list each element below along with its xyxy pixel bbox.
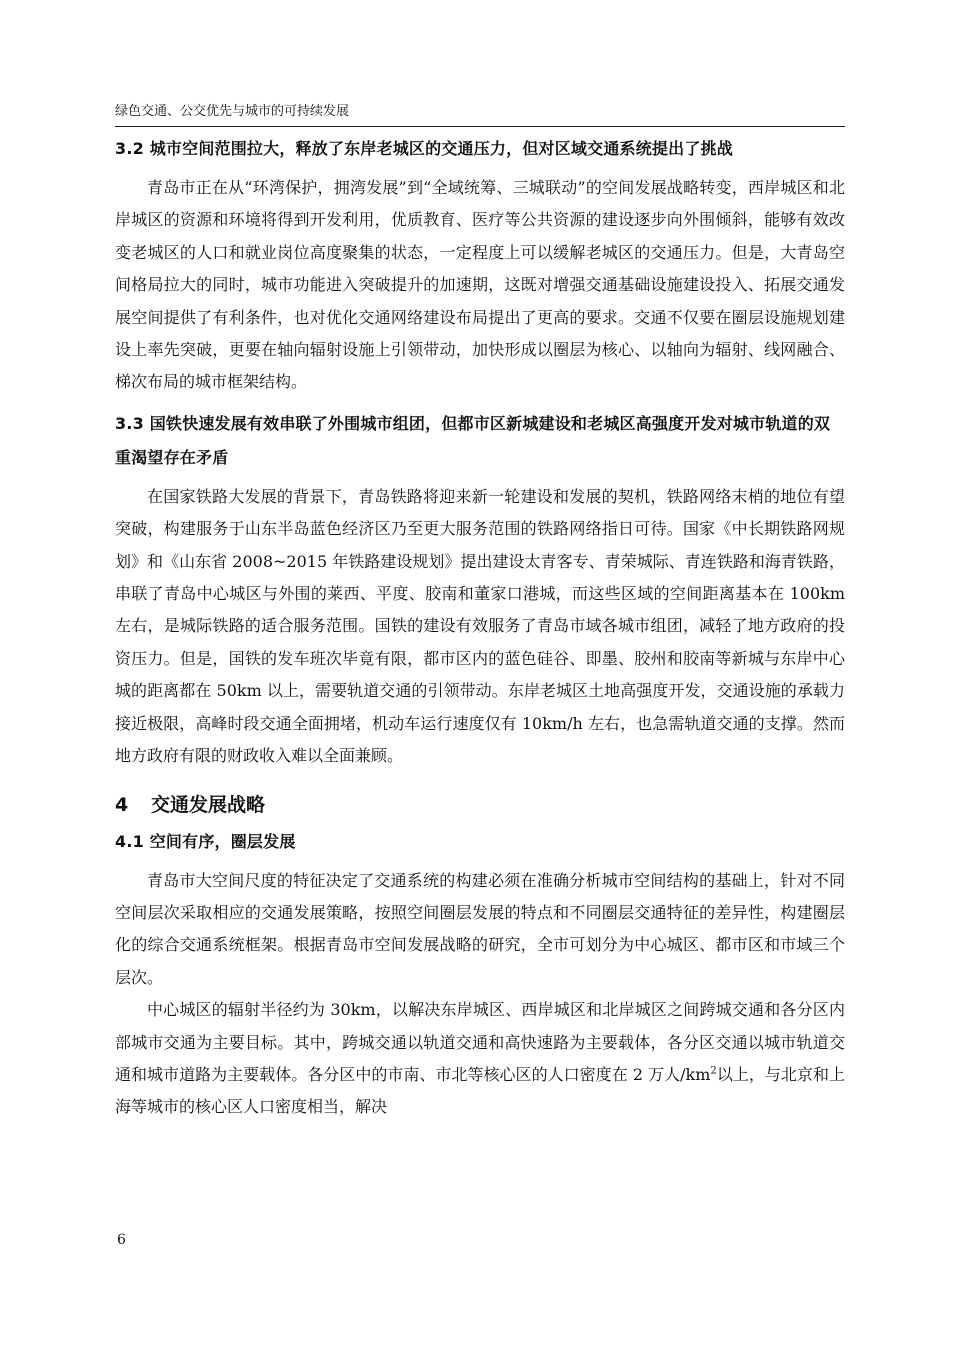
section-3-2-heading: 3.2 城市空间范围拉大，释放了东岸老城区的交通压力，但对区域交通系统提出了挑战 — [115, 139, 733, 158]
running-header: 绿色交通、公交优先与城市的可持续发展 — [115, 104, 350, 119]
paragraph-2-text-continued: 以上，与北京和上海等城市的核心区人口密度相当，解决 — [115, 1064, 845, 1117]
paragraph-2-text: 中心城区的辐射半径约为 30km，以解决东岸城区、西岸城区和北岸城区之间跨城交通和各分区内部城市交通为主要目标。其中，跨城交通以轨道交通和高快速路为主要载体，各分区交通以城市轨道交通和城市道路为主要载体。各分区中的市南、市北等核心区的人口密度在 2 万人/km — [115, 1000, 845, 1084]
page-content — [115, 132, 845, 1124]
header-rule — [115, 126, 845, 127]
section-4-number: 4 — [115, 793, 129, 816]
section-4-1-paragraph-1: 青岛市大空间尺度的特征决定了交通系统的构建必须在准确分析城市空间结构的基础上，针对不同空间层次采取相应的交通发展策略，按照空间圈层发展的特点和不同圈层交通特征的差异性，构建圈层化的综合交通系统框架。根据青岛市空间发展战略的研究，全市可划分为中心城区、都市区和市域三个层次。 — [115, 870, 845, 987]
section-4-1-heading: 4.1 空间有序，圈层发展 — [115, 831, 296, 851]
page-number: 6 — [117, 1232, 126, 1248]
section-3-2-paragraph: 青岛市正在从“环湾保护，拥湾发展”到“全域统筹、三城联动”的空间发展战略转变，西岸城区和北岸城区的资源和环境将得到开发利用，优质教育、医疗等公共资源的建设逐步向外围倾斜，能够有效改变老城区的人口和就业岗位高度聚集的状态，一定程度上可以缓解老城区的交通压力。但是，大青岛空间格局拉大的同时，城市功能进入突破提升的加速期，这既对增强交通基础设施建设投入、拓展交通发展空间提供了有利条件，也对优化交通网络建设布局提出了更高的要求。交通不仅要在圈层设施规划建设上率先突破，更要在轴向辐射设施上引领带动，加快形成以圈层为核心、以轴向为辐射、线网融合、梯次布局的城市框架结构。 — [115, 178, 845, 392]
section-4-heading — [115, 787, 845, 823]
section-3-3-heading: 3.3 国铁快速发展有效串联了外围城市组团，但都市区新城建设和老城区高强度开发对城市轨道的双重渴望存在矛盾 — [115, 413, 831, 467]
section-3-3-paragraph: 在国家铁路大发展的背景下，青岛铁路将迎来新一轮建设和发展的契机，铁路网络末梢的地位有望突破，构建服务于山东半岛蓝色经济区乃至更大服务范围的铁路网络指日可待。国家《中长期铁路网规划》和《山东省 2008~2015 年铁路建设规划》提出建设太青客专、青荣城际、青连铁路和海青铁路，串联了青岛中心城区与外围的莱西、平度、胶南和董家口港城，而这些区域的空间距离基本在 100km 左右，是城际铁路的适合服务范围。国铁的建设有效服务了青岛市域各城市组团，减轻了地方政府的投资压力。但是，国铁的发车班次毕竟有限，都市区内的蓝色硅谷、即墨、胶州和胶南等新城与东岸中心城的距离都在 50km 以上，需要轨道交通的引领带动。东岸老城区土地高强度开发，交通设施的承载力接近极限，高峰时段交通全面拥堵，机动车运行速度仅有 10km/h 左右，也急需轨道交通的支撑。然而地方政府有限的财政收入难以全面兼顾。 — [115, 486, 845, 766]
superscript-2: 2 — [710, 1065, 717, 1077]
section-4-1-paragraph-2 — [115, 994, 845, 1124]
section-4-title: 交通发展战略 — [151, 793, 266, 816]
